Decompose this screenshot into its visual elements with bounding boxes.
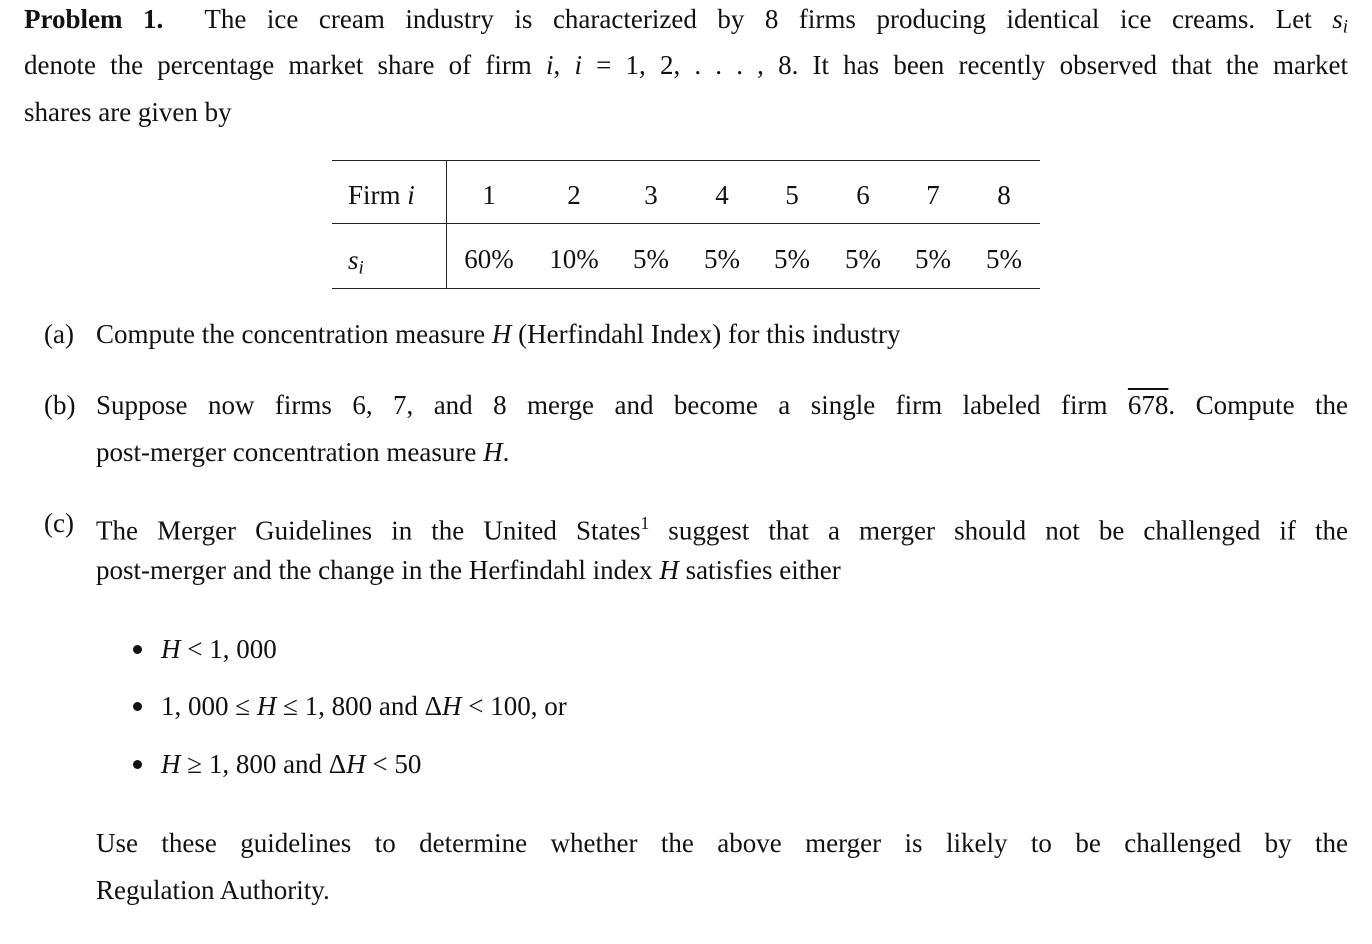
share-row-label: $s_i$ — [348, 245, 364, 279]
footnote-marker: 1 — [640, 513, 650, 533]
market-share-table — [332, 160, 1040, 289]
condition-item: 1, 000 ≤ H ≤ 1, 800 and ΔH < 100, or — [161, 691, 567, 721]
condition-item: H ≥ 1, 800 and ΔH < 50 — [161, 749, 422, 779]
problem-intro-line-1: Problem 1. The ice cream industry is characterized by 8 firms producing identical ice creams. Let $s_i$ — [24, 4, 1349, 38]
share-cell: 5% — [845, 244, 881, 274]
part-c-line-1: The Merger Guidelines in the United States$^1$ suggest that a merger should not be challenged if the — [96, 513, 1348, 546]
firm-row-label: Firm i — [348, 180, 415, 210]
part-a-marker: (a) — [44, 319, 74, 349]
part-c-line-2: post-merger and the change in the Herfindahl index H satisfies either — [96, 555, 841, 585]
problem-intro-line-2: denote the percentage market share of firm i, i = 1, 2, . . . , 8. It has been recently observed that the market — [24, 50, 1348, 80]
bullet-icon — [133, 645, 142, 654]
bullet-icon — [133, 702, 142, 711]
problem-heading: Problem 1. — [24, 4, 164, 34]
merged-firm-label: 678 — [1127, 390, 1169, 420]
part-a-text: Compute the concentration measure H (Herfindahl Index) for this industry — [96, 319, 901, 349]
firm-cell: 5 — [785, 180, 799, 210]
bullet-icon — [133, 760, 142, 769]
condition-item: H < 1, 000 — [161, 634, 277, 664]
firm-cell: 6 — [856, 180, 870, 210]
firm-cell: 2 — [567, 180, 581, 210]
part-b-line-1: Suppose now firms 6, 7, and 8 merge and become a single firm labeled firm 678. Compute the — [96, 390, 1349, 420]
firm-cell: 8 — [997, 180, 1011, 210]
closing-line-1: Use these guidelines to determine whether the above merger is likely to be challenged by the — [96, 828, 1348, 858]
closing-line-2: Regulation Authority. — [96, 875, 330, 905]
firm-cell: 4 — [715, 180, 729, 210]
share-cell: 5% — [704, 244, 740, 274]
table-column-divider — [446, 161, 447, 288]
firm-cell: 1 — [482, 180, 496, 210]
part-b-line-2: post-merger concentration measure H. — [96, 437, 510, 467]
part-c-marker: (c) — [44, 508, 74, 538]
share-cell: 10% — [549, 244, 599, 274]
part-b-marker: (b) — [44, 390, 76, 420]
share-cell: 5% — [915, 244, 951, 274]
firm-cell: 7 — [926, 180, 940, 210]
share-cell: 5% — [633, 244, 669, 274]
problem-intro-line-3: shares are given by — [24, 97, 232, 127]
table-row-divider — [332, 223, 1040, 224]
share-cell: 5% — [774, 244, 810, 274]
share-cell: 5% — [986, 244, 1022, 274]
firm-cell: 3 — [644, 180, 658, 210]
share-cell: 60% — [464, 244, 514, 274]
